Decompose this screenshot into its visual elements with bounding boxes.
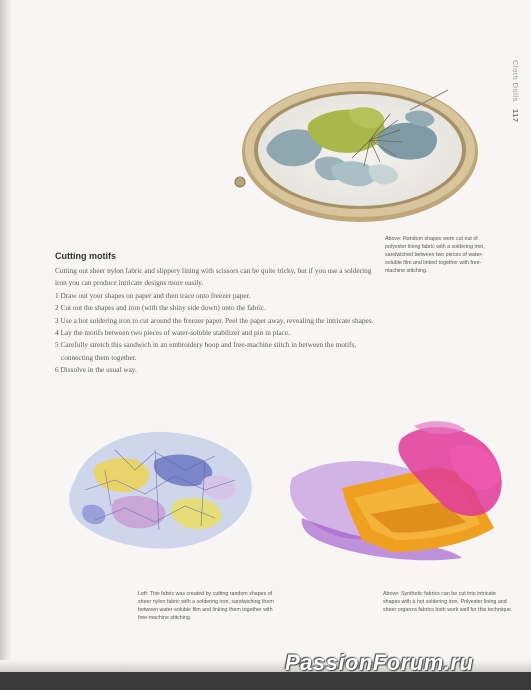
running-head: [500, 60, 520, 130]
step-6: 6 Dissolve in the usual way.: [55, 365, 137, 375]
section-heading: Cutting motifs: [55, 251, 116, 261]
page-number: 117: [511, 109, 520, 123]
synthetic-caption: Above: Synthetic fabrics can be cut into intricate shapes with a hot soldering iron. Polyester lining and sheer organza fabrics both work well for this technique.: [383, 591, 513, 613]
step-3: 3 Use a hot soldering iron to cut around the freezer paper. Peel the paper away, revealing the intricate shapes.: [55, 315, 374, 325]
watermark: PassionForum.ru: [285, 650, 474, 675]
step-4: 4 Lay the motifs between two pieces of water-soluble stabilizer and pin in place.: [55, 328, 290, 338]
step-5: 5 Carefully stretch this sandwich in an embroidery hoop and free-machine stitch in between the motifs, connecting them together.: [55, 340, 357, 362]
fabric-caption: Left: This fabric was created by cutting random shapes of sheer nylon fabric with a soldering iron, sandwiching them between water-soluble film and linking them together with free-machine stitching.: [138, 591, 274, 621]
hoop-photo: [230, 70, 490, 230]
intro-paragraph: Cutting out sheer nylon fabric and slippery lining with scissors can be quite tricky, but if you use a soldering iron you can produce intricate designs more easily.: [55, 266, 372, 288]
synthetic-fabric-photo: [282, 418, 522, 568]
step-2: 2 Cut out the shapes and iron (with the shiny side down) onto the fabric.: [55, 303, 266, 313]
step-1: 1 Draw out your shapes on paper and then trace onto freezer paper.: [55, 290, 251, 300]
section-body: [55, 265, 380, 377]
stitched-fabric-photo: [55, 410, 265, 560]
running-head-title: Cloth Dolls: [511, 60, 520, 102]
hoop-caption: Above: Random shapes were cut out of polyester lining fabric with a soldering iron, sandwiched between two pieces of water-soluble film and linked together with free-machine stitching.: [385, 236, 485, 274]
page-gutter: [0, 0, 12, 690]
